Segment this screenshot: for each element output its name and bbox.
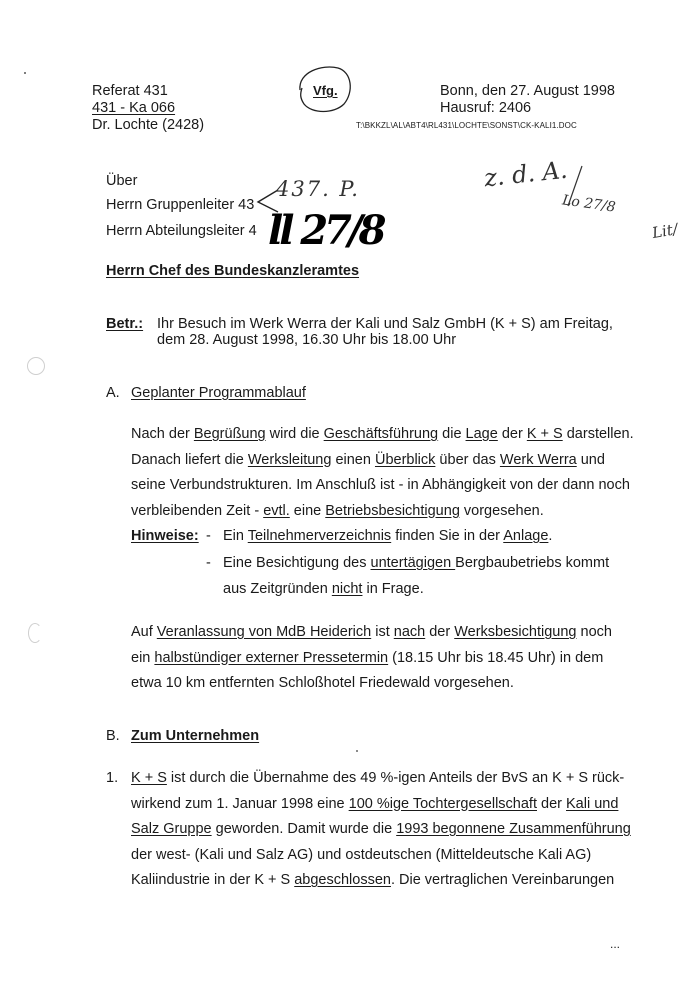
hausruf: Hausruf: 2406 bbox=[440, 100, 532, 116]
continuation-mark: ... bbox=[610, 937, 621, 951]
para1-line-2: Danach liefert die Werksleitung einen Überblick über das Werk Werra und bbox=[131, 451, 605, 468]
para2-line-3: etwa 10 km entfernten Schloßhotel Friedewald vorgesehen. bbox=[131, 675, 514, 691]
vfg-stamp: Vfg. bbox=[313, 83, 338, 98]
handwritten-lo-date: Lo 27/8 bbox=[561, 192, 617, 216]
section-a-paragraph-1 bbox=[131, 422, 634, 524]
recipient-line: Herrn Chef des Bundeskanzleramtes bbox=[106, 263, 360, 279]
hinweis-2-line-1: Eine Besichtigung des untertägigen Bergbaubetriebs kommt bbox=[223, 555, 610, 571]
handwritten-zda: z. d. A. bbox=[482, 155, 569, 193]
handwritten-initials-al: ll 27/8 bbox=[268, 207, 383, 254]
section-a-letter: A. bbox=[106, 385, 120, 401]
scan-speck bbox=[24, 72, 26, 74]
subject-line-1: Ihr Besuch im Werk Werra der Kali und Salz GmbH (K + S) am Freitag, bbox=[157, 316, 613, 332]
item1-line-1: K + S ist durch die Übernahme des 49 %-igen Anteils der BvS an K + S rück- bbox=[131, 770, 625, 786]
gruppenleiter-line: Herrn Gruppenleiter 43 bbox=[106, 197, 255, 213]
punch-hole-mark bbox=[28, 623, 42, 643]
scan-speck bbox=[356, 750, 358, 752]
subject-line-2: dem 28. August 1998, 16.30 Uhr bis 18.00 Uhr bbox=[157, 332, 457, 348]
hinweis-2-line-2: aus Zeitgründen nicht in Frage. bbox=[223, 581, 424, 597]
author-name: Dr. Lochte (2428) bbox=[92, 117, 205, 133]
hinweis-bullet-1: - bbox=[206, 528, 211, 544]
section-a-paragraph-2 bbox=[131, 620, 612, 697]
hinweis-bullet-2: - bbox=[206, 555, 211, 571]
date-line: Bonn, den 27. August 1998 bbox=[440, 83, 615, 99]
section-b-letter: B. bbox=[106, 728, 120, 744]
para1-line-4: verbleibenden Zeit - evtl. eine Betriebsbesichtigung vorgesehen. bbox=[131, 502, 544, 519]
handwritten-initials-gl: 437. P. bbox=[276, 177, 360, 201]
file-path: T:\BKKZL\AL\ABT4\RL431\LOCHTE\SONST\CK-KALI1.DOC bbox=[356, 121, 577, 130]
section-b-item-number: 1. bbox=[106, 770, 119, 786]
item1-line-5: Kaliindustrie in der K + S abgeschlossen. Die vertraglichen Vereinbarungen bbox=[131, 872, 615, 888]
para1-line-1: Nach der Begrüßung wird die Geschäftsführung die Lage der K + S darstellen. bbox=[131, 426, 634, 442]
section-b-title: Zum Unternehmen bbox=[131, 728, 260, 744]
item1-line-2: wirkend zum 1. Januar 1998 eine 100 %ige Tochtergesellschaft der Kali und bbox=[131, 795, 619, 812]
para2-line-1: Auf Veranlassung von MdB Heiderich ist nach der Werksbesichtigung noch bbox=[131, 624, 612, 640]
section-a-title: Geplanter Programmablauf bbox=[131, 385, 306, 401]
abteilungsleiter-line: Herrn Abteilungsleiter 4 bbox=[106, 223, 257, 239]
item1-line-3: Salz Gruppe geworden. Damit wurde die 1993 begonnene Zusammenführung bbox=[131, 821, 631, 837]
hinweise-label: Hinweise: bbox=[131, 528, 199, 544]
hinweis-1: Ein Teilnehmerverzeichnis finden Sie in der Anlage. bbox=[223, 528, 553, 544]
referat-label: Referat 431 bbox=[92, 83, 168, 99]
aktenzeichen: 431 - Ka 066 bbox=[92, 100, 176, 116]
punch-hole-mark bbox=[27, 357, 45, 375]
handwritten-margin-note: Lit/ bbox=[650, 219, 680, 243]
para2-line-2: ein halbstündiger externer Pressetermin (18.15 Uhr bis 18.45 Uhr) in dem bbox=[131, 649, 604, 666]
item1-line-4: der west- (Kali und Salz AG) und ostdeutschen (Mitteldeutsche Kali AG) bbox=[131, 846, 592, 863]
ueber-label: Über bbox=[106, 173, 138, 189]
section-b-item-1 bbox=[131, 766, 631, 894]
subject-label: Betr.: bbox=[106, 316, 144, 332]
para1-line-3: seine Verbundstrukturen. Im Anschluß ist - in Abhängigkeit von der dann noch bbox=[131, 477, 630, 493]
